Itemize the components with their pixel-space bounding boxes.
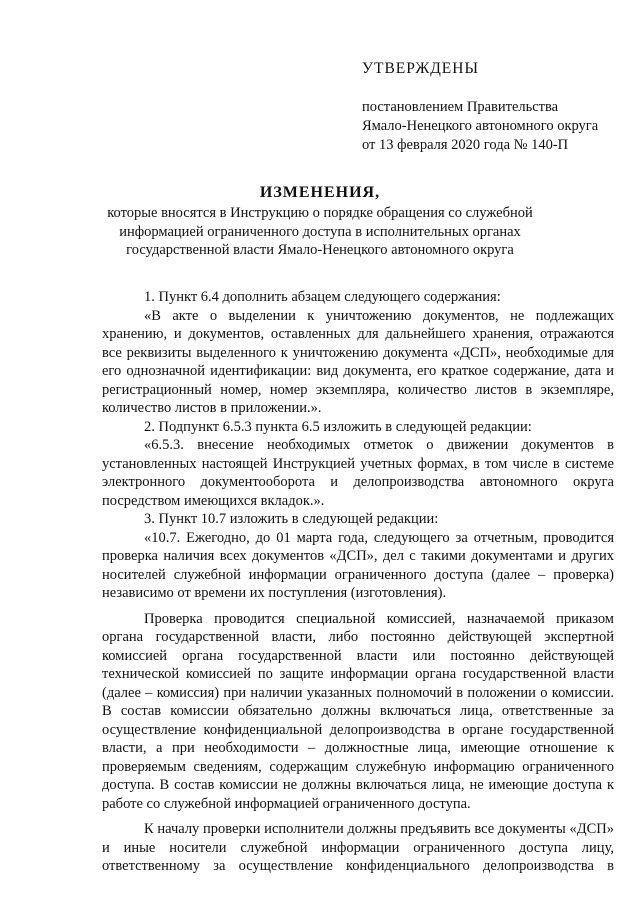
approval-line: Ямало-Ненецкого автономного округа <box>362 118 599 134</box>
body-paragraph: 3. Пункт 10.7 изложить в следующей редакции: <box>144 511 439 527</box>
document-subtitle-line: информацией ограниченного доступа в исполнительных органах <box>119 223 521 240</box>
body-paragraph: К началу проверки исполнители должны предъявить все документы «ДСП» и иные носители служебной информации ограниченного доступа лицу, ответственному за осуществление конфиденциального делопроизводства в <box>102 821 614 874</box>
body-paragraph: 2. Подпункт 6.5.3 пункта 6.5 изложить в следующей редакции: <box>144 418 532 435</box>
approval-title: УТВЕРЖДЕНЫ <box>362 60 479 77</box>
body-paragraph: «10.7. Ежегодно, до 01 марта года, следующего за отчетным, проводится проверка наличия всех документов «ДСП», дел с такими документами и других носителей служебной информации ограниченного доступа (далее – проверка) независимо от времени их поступления (изготовления). <box>102 529 614 601</box>
document-subtitle-line: которые вносятся в Инструкцию о порядке обращения со служебной <box>107 205 533 221</box>
document-body <box>102 288 614 876</box>
document-heading <box>30 182 610 260</box>
document-title: ИЗМЕНЕНИЯ, <box>259 184 381 201</box>
body-paragraph: 1. Пункт 6.4 дополнить абзацем следующего содержания: <box>144 289 501 305</box>
body-paragraph: Проверка проводится специальной комиссией, назначаемой приказом органа государственной власти, либо постоянно действующей экспертной комиссией органа государственной власти или постоянно действующей технической комиссией по защите информации органа государственной власти (далее – комиссия) при наличии указанных полномочий в положении о комиссии. В состав комиссии обязательно должны включаться лица, ответственные за осуществление конфиденциальной делопроизводства в органе государственной власти, а при необходимости – должностные лица, имеющие отношение к проверяемым сведениям, содержащим служебную информацию ограниченного доступа. В состав комиссии не должны включаться лица, не имеющие доступа к работе со служебной информацией ограниченного доступа. <box>102 610 614 812</box>
body-paragraph: «6.5.3. внесение необходимых отметок о движении документов в установленных настоящей Инструкцией учетных формах, в том числе в системе электронного документооборота и делопроизводства автономного округа посредством имеющихся вкладок.». <box>102 437 614 509</box>
document-subtitle-line: государственной власти Ямало-Ненецкого автономного округа <box>126 242 514 258</box>
approval-line: постановлением Правительства <box>362 99 559 115</box>
approval-line: от 13 февраля 2020 года № 140-П <box>362 137 569 153</box>
body-paragraph: «В акте о выделении к уничтожению документов, не подлежащих хранению, и документов, оставленных для дальнейшего хранения, отражаются все реквизиты выделенного к уничтожению документа «ДСП», необходимые для его однозначной идентификации: вид документа, его краткое содержание, дата и регистрационный номер, номер экземпляра, количество листов в экземпляре, количество листов в приложении.». <box>102 307 614 416</box>
approval-stamp <box>362 60 632 155</box>
